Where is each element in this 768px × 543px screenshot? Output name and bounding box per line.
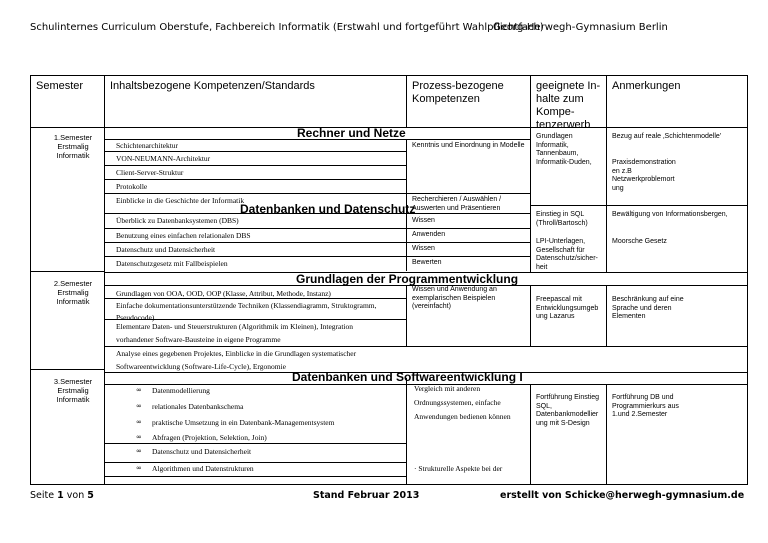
page-total: 5 bbox=[87, 490, 94, 501]
item-datensicherheit: Datenschutz und Datensicherheit bbox=[152, 447, 252, 456]
prozess-recherchieren: Recherchieren / Auswählen / Auswerten und Präsentieren bbox=[412, 196, 502, 212]
topic-datenschutz: Datenschutz und Datensicherheit bbox=[116, 245, 216, 254]
section-datenbanken-datenschutz: Datenbanken und Datenschutz bbox=[240, 202, 416, 216]
semester-3: 3.Semester Erstmalig Informatik bbox=[53, 377, 93, 404]
prozess-wissen-2: Wissen bbox=[412, 245, 435, 252]
prozess-bewerten: Bewerten bbox=[412, 259, 442, 266]
prozess-anwenden: Anwenden bbox=[412, 231, 446, 238]
semester-1: 1.Semester Erstmalig Informatik bbox=[53, 133, 93, 160]
topic-projektanalyse: Analyse eines gegebenen Projektes, Einblicke in die Grundlagen systematischer bbox=[116, 349, 357, 358]
anm-moorsche-gesetz: Moorsche Gesetz bbox=[612, 238, 667, 245]
anm-praxisdemonstration: Praxisdemonstration en z.B Netzwerkproblemort ung bbox=[612, 159, 676, 192]
topic-client-server: Client-Server-Struktur bbox=[116, 168, 184, 177]
inhalte-grundlagen: Grundlagen Informatik, Tannenbaum, Informatik-Duden, bbox=[536, 133, 592, 166]
item-datenbankschema: relationales Datenbankschema bbox=[152, 402, 244, 411]
topic-schichtenarchitektur: Schichtenarchitektur bbox=[116, 141, 179, 150]
bullet-icon: ∞ bbox=[136, 447, 142, 455]
prozess-wissen-anwendung: Wissen und Anwendung an exemplarischen Beispielen (vereinfacht) bbox=[412, 286, 497, 310]
bullet-icon: ∞ bbox=[136, 418, 142, 426]
bullet-icon: ∞ bbox=[136, 402, 142, 410]
inhalte-lpi: LPI-Unterlagen, Gesellschaft für Datenschutz/sicher-heit bbox=[536, 238, 598, 271]
section-softwareentwicklung: Datenbanken und Softwareentwicklung I bbox=[292, 370, 523, 384]
col-inhalte: geeignete In-halte zum Kompe-tenzerwerb bbox=[536, 80, 601, 131]
section-programmentwicklung: Grundlagen der Programmentwicklung bbox=[296, 272, 519, 286]
item-abfragen: Abfragen (Projektion, Selektion, Join) bbox=[152, 433, 267, 442]
item-datenmodellierung: Datenmodellierung bbox=[152, 386, 210, 395]
topic-von-neumann: VON-NEUMANN-Architektur bbox=[116, 154, 211, 163]
bullet-icon: ∞ bbox=[136, 433, 142, 441]
item-algorithmen: Algorithmen und Datenstrukturen bbox=[152, 464, 254, 473]
col-semester: Semester bbox=[36, 80, 84, 92]
col-anmerkungen: Anmerkungen bbox=[612, 80, 681, 92]
anm-fortfuehrung-db: Fortführung DB und Programmierkurs aus 1.und 2.Semester bbox=[612, 394, 679, 418]
prozess-kenntnis: Kenntnis und Einordnung in Modelle bbox=[412, 142, 525, 149]
topic-ooa-ood-oop: Grundlagen von OOA, OOD, OOP (Klasse, Attribut, Methode, Instanz) bbox=[116, 289, 331, 298]
semester-2: 2.Semester Erstmalig Informatik bbox=[53, 279, 93, 306]
prozess-vergleich: Vergleich mit anderen Ordnungssystemen, einfache Anwendungen bedienen können bbox=[414, 384, 511, 421]
inhalte-freepascal: Freepascal mit Entwicklungsumgeb ung Lazarus bbox=[536, 296, 599, 320]
prozess-wissen-1: Wissen bbox=[412, 217, 435, 224]
bullet-icon: ∞ bbox=[136, 464, 142, 472]
topic-steuerstrukturen: Elementare Daten- und Steuerstrukturen (Algorithmik im Kleinen), Integration bbox=[116, 322, 354, 331]
topic-software-life-cycle: Softwareentwicklung (Software-Life-Cycle), Ergonomie bbox=[116, 362, 287, 371]
col-prozess: Prozess-bezogene Kompetenzen bbox=[412, 80, 504, 105]
footer-contact: erstellt von Schicke@herwegh-gymnasium.de bbox=[500, 490, 745, 501]
page-current: 1 bbox=[57, 490, 64, 501]
topic-datenschutzgesetz: Datenschutzgesetz mit Fallbeispielen bbox=[116, 259, 228, 268]
header-title: Schulinternes Curriculum Oberstufe, Fachbereich Informatik (Erstwahl und fortgeführt Wahlpflichtfach) bbox=[30, 22, 544, 33]
prozess-strukturelle-aspekte: · Strukturelle Aspekte bei der bbox=[414, 464, 503, 473]
col-inhalt: Inhaltsbezogene Kompetenzen/Standards bbox=[110, 80, 315, 92]
anm-beschraenkung: Beschränkung auf eine Sprache und deren Elementen bbox=[612, 296, 684, 320]
topic-pseudocode: Pseudocode) bbox=[116, 313, 155, 322]
inhalte-sql: Einstieg in SQL (Throll/Bartosch) bbox=[536, 211, 588, 227]
topic-software-bausteine: vorhandener Software-Bausteine in eigene Programme bbox=[116, 335, 281, 344]
page-number bbox=[30, 490, 94, 501]
footer-stand: Stand Februar 2013 bbox=[313, 490, 420, 501]
bullet-icon: ∞ bbox=[136, 386, 142, 394]
topic-dbs-ueberblick: Überblick zu Datenbanksystemen (DBS) bbox=[116, 216, 239, 225]
topic-dokumentation: Einfache dokumentationsunterstützende Techniken (Klassendiagramm, Struktogramm, bbox=[116, 301, 377, 310]
page-of: von bbox=[63, 490, 88, 501]
topic-protokolle: Protokolle bbox=[116, 182, 148, 191]
section-rechner-netze: Rechner und Netze bbox=[297, 126, 406, 140]
topic-relationales-dbs: Benutzung eines einfachen relationalen DBS bbox=[116, 231, 251, 240]
header-school: Georg-Herwegh-Gymnasium Berlin bbox=[493, 22, 668, 33]
anm-informationsberge: Bewältigung von Informationsbergen, bbox=[612, 211, 728, 218]
inhalte-fortfuehrung-sql: Fortführung Einstieg SQL, Datenbankmodellier ung mit S-Design bbox=[536, 394, 600, 427]
topic-geschichte: Einblicke in die Geschichte der Informatik bbox=[116, 196, 245, 205]
anm-schichtenmodelle: Bezug auf reale ‚Schichtenmodelle' bbox=[612, 133, 722, 140]
page-prefix: Seite bbox=[30, 490, 58, 501]
item-dbms-umsetzung: praktische Umsetzung in ein Datenbank-Managementsystem bbox=[152, 418, 335, 427]
